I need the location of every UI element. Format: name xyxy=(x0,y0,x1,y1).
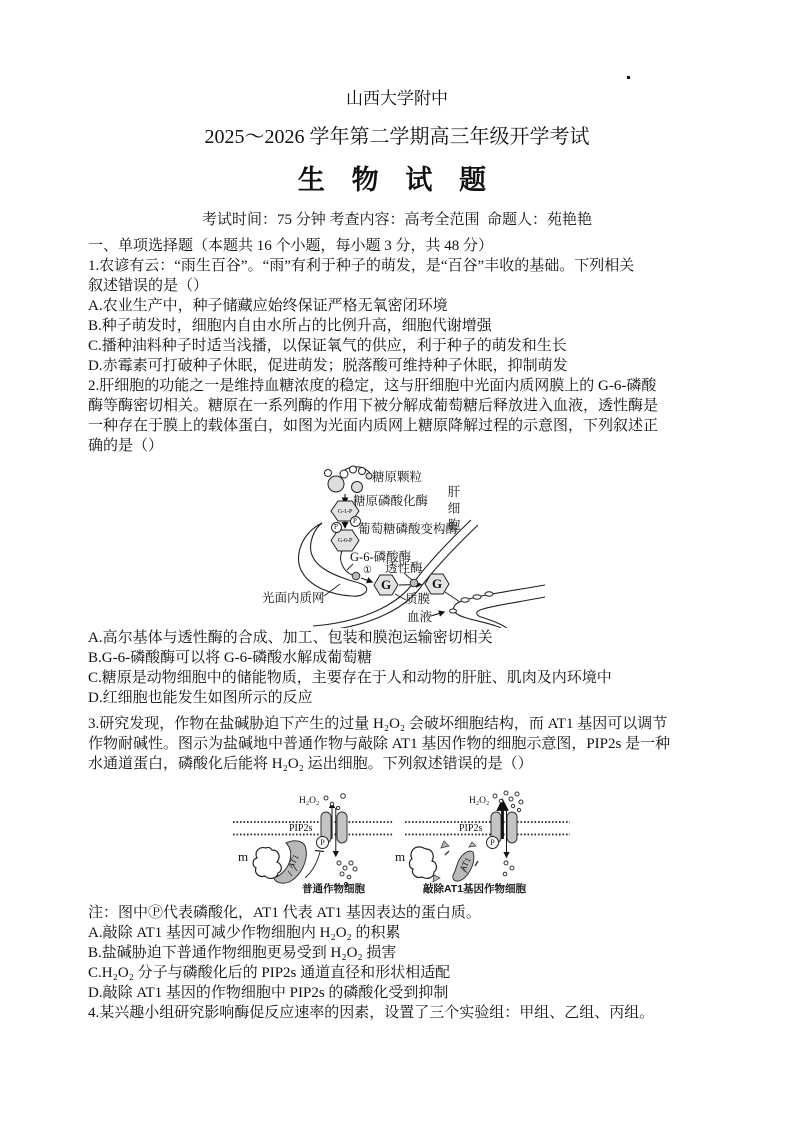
q2-option-a: A.高尔基体与透性酶的合成、加工、包装和膜泡运输密切相关 xyxy=(88,630,493,646)
phosphorylation-icon: P xyxy=(316,836,329,849)
q1-option-d: D.赤霉素可打破种子休眠，促进萌发；脱落酸可维持种子休眠，抑制萌发 xyxy=(88,358,568,374)
glucose-hexagon-label: G xyxy=(380,576,392,592)
pip2s-label: PIP2s xyxy=(289,823,313,834)
exam-meta-line: 考试时间：75 分钟 考查内容：高考全范围 命题人：苑艳艳 xyxy=(201,212,592,228)
mrna-m-label: m xyxy=(238,849,249,864)
q3-option-b: B.盐碱胁迫下普通作物细胞更易受到 H₂O₂ 损害 xyxy=(88,945,397,961)
plasma-membrane-label: 质膜 xyxy=(405,592,431,606)
question-text-block-1 xyxy=(88,236,748,456)
blood-label: 血液 xyxy=(407,610,433,624)
q1-stem-line-2: 叙述错误的是（） xyxy=(88,278,209,294)
q3-stem-line-3: 水通道蛋白，磷酸化后能将 H₂O₂ 运出细胞。下列叙述错误的是（） xyxy=(88,756,533,772)
question-text-block-2 xyxy=(88,628,748,708)
q3-option-c: C.H₂O₂ 分子与磷酸化后的 PIP2s 通道直径和形状相适配 xyxy=(88,965,451,981)
g6-phosphatase-label: G-6-磷酸酶 xyxy=(350,550,412,564)
q1-option-c: C.播种油料种子时适当浅播，以保证氧气的供应，利于种子的萌发和生长 xyxy=(88,338,567,354)
section-title: 一、单项选择题（本题共 16 个小题，每小题 3 分，共 48 分） xyxy=(88,238,494,254)
q1-stem-line-1: 1.农谚有云：“雨生百谷”。“雨”有利于种子的萌发，是“百谷”丰收的基础。下列相关 xyxy=(88,258,635,274)
q2-stem-line-2: 酶等酶密切相关。糖原在一系列酶的作用下被分解成葡萄糖后释放进入血液，透性酶是 xyxy=(88,398,659,414)
knockout-cell-caption: 敲除AT1基因作物细胞 xyxy=(423,883,527,895)
subject-title: 生 物 试 题 xyxy=(297,165,497,195)
pip2s-label: PIP2s xyxy=(459,823,483,834)
at1-protein-label: AT1 xyxy=(457,855,473,874)
q1-option-a: A.农业生产中，种子储藏应始终保证严格无氧密闭环境 xyxy=(88,298,448,314)
normal-cell-caption: 普通作物细胞 xyxy=(302,883,365,895)
h2o2-label: H₂O₂ xyxy=(299,796,320,806)
phosphate-icon: P xyxy=(350,516,361,527)
q2-stem-line-4: 确的是（） xyxy=(88,438,164,454)
step-1-marker: ① xyxy=(363,565,372,576)
g6p-hexagon-label: G-6-P xyxy=(337,537,353,544)
smooth-er-label: 光面内质网 xyxy=(262,591,325,605)
glycogen-degradation-diagram xyxy=(256,463,546,628)
stray-ink-dot xyxy=(627,76,630,79)
liver-cell-label: 肝细胞 xyxy=(446,485,460,535)
h2o2-label: H₂O₂ xyxy=(469,796,490,806)
glycogen-phosphorylase-label: 糖原磷酸化酶 xyxy=(353,494,429,508)
exam-session-title: 2025～2026 学年第二学期高三年级开学考试 xyxy=(204,126,590,148)
q2-option-b: B.G-6-磷酸酶可以将 G-6-磷酸水解成葡萄糖 xyxy=(88,650,373,666)
g1p-hexagon-label: G-1-P xyxy=(337,507,353,515)
glycogen-granule-label: 糖原颗粒 xyxy=(372,470,423,484)
question-text-block-4 xyxy=(88,903,748,1023)
q3-option-a: A.敲除 AT1 基因可减少作物细胞内 H₂O₂ 的积累 xyxy=(88,925,401,941)
q2-stem-line-3: 一种存在于膜上的载体蛋白，如图为光面内质网上糖原降解过程的示意图，下列叙述正 xyxy=(88,418,659,434)
q3-option-d: D.敲除 AT1 基因的作物细胞中 PIP2s 的磷酸化受到抑制 xyxy=(88,985,449,1001)
q4-stem-line-1: 4.某兴趣小组研究影响酶促反应速率的因素，设置了三个实验组：甲组、乙组、丙组。 xyxy=(88,1005,655,1021)
phosphoglucomutase-label: 葡萄糖磷酸变构酶 xyxy=(358,522,459,536)
at1-crop-cell-diagram xyxy=(225,789,575,903)
school-name: 山西大学附中 xyxy=(346,89,448,108)
q2-option-c: C.糖原是动物细胞中的储能物质，主要存在于人和动物的肝脏、肌肉及内环境中 xyxy=(88,670,612,686)
glucose-hexagon-label: G xyxy=(431,575,443,591)
permease-label: 透性酶 xyxy=(385,561,423,575)
q3-note: 注：图中Ⓟ代表磷酸化，AT1 代表 AT1 基因表达的蛋白质。 xyxy=(88,905,481,921)
q3-stem-line-2: 作物耐碱性。图示为盐碱地中普通作物与敲除 AT1 基因作物的细胞示意图，PIP2s 是一种 xyxy=(88,736,671,752)
q3-stem-line-1: 3.研究发现，作物在盐碱胁迫下产生的过量 H₂O₂ 会破坏细胞结构，而 AT1 基因可以调节 xyxy=(88,716,668,732)
phosphorylation-icon: P xyxy=(486,836,499,849)
q2-stem-line-1: 2.肝细胞的功能之一是维持血糖浓度的稳定，这与肝细胞中光面内质网膜上的 G-6-磷酸 xyxy=(88,378,657,394)
mrna-m-label: m xyxy=(395,849,406,864)
at1-protein-label: AT1 xyxy=(285,852,301,871)
question-text-block-3 xyxy=(88,714,748,774)
q2-option-d: D.红细胞也能发生如图所示的反应 xyxy=(88,690,313,706)
q1-option-b: B.种子萌发时，细胞内自由水所占的比例升高，细胞代谢增强 xyxy=(88,318,492,334)
phosphate-icon: P xyxy=(331,522,342,533)
